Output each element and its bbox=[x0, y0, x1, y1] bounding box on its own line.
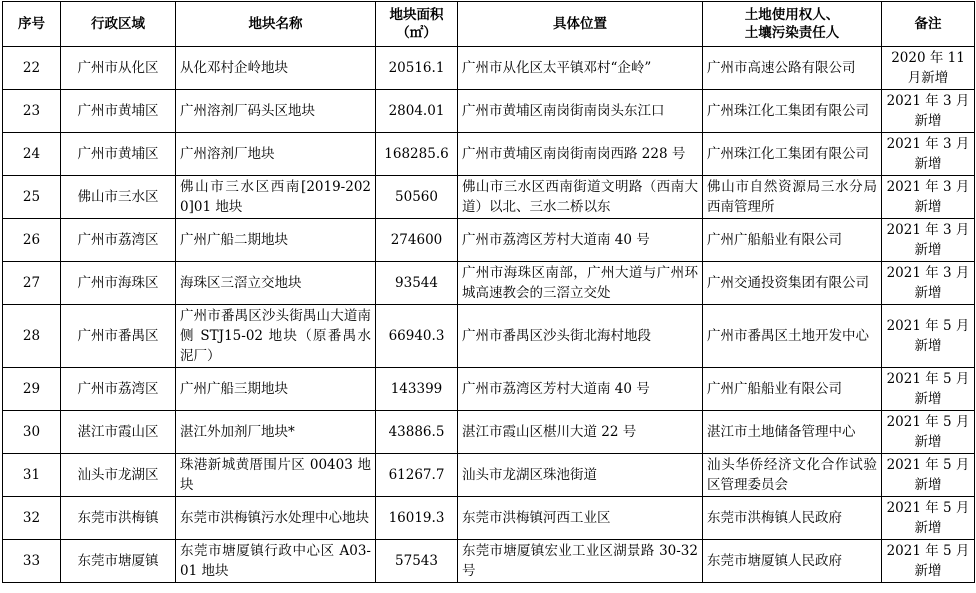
cell-owner: 东莞市洪梅镇人民政府 bbox=[703, 497, 882, 540]
cell-owner: 广州广船船业有限公司 bbox=[703, 368, 882, 411]
cell-remark: 2021 年 5 月新增 bbox=[882, 540, 975, 583]
table-row bbox=[3, 219, 975, 262]
table-row bbox=[3, 176, 975, 219]
header-row bbox=[3, 2, 975, 47]
cell-owner: 汕头华侨经济文化合作试验区管理委员会 bbox=[703, 454, 882, 497]
cell-location: 湛江市霞山区椹川大道 22 号 bbox=[458, 411, 703, 454]
table-row bbox=[3, 454, 975, 497]
cell-owner: 广州广船船业有限公司 bbox=[703, 219, 882, 262]
cell-location: 东莞市塘厦镇宏业工业区湖景路 30-32 号 bbox=[458, 540, 703, 583]
table-row bbox=[3, 368, 975, 411]
header-owner bbox=[703, 2, 882, 47]
table-row bbox=[3, 497, 975, 540]
cell-location: 广州市荔湾区芳村大道南 40 号 bbox=[458, 219, 703, 262]
cell-index: 30 bbox=[3, 411, 61, 454]
cell-district: 广州市番禺区 bbox=[61, 305, 176, 368]
cell-location: 广州市海珠区南部，广州大道与广州环城高速教会的三滘立交处 bbox=[458, 262, 703, 305]
cell-remark: 2021 年 3 月新增 bbox=[882, 219, 975, 262]
table-row bbox=[3, 90, 975, 133]
cell-location: 广州市从化区太平镇邓村“企岭” bbox=[458, 47, 703, 90]
cell-index: 23 bbox=[3, 90, 61, 133]
cell-remark: 2021 年 5 月新增 bbox=[882, 411, 975, 454]
cell-area: 168285.6 bbox=[376, 133, 458, 176]
cell-district: 汕头市龙湖区 bbox=[61, 454, 176, 497]
cell-location: 佛山市三水区西南街道文明路（西南大道）以北、三水二桥以东 bbox=[458, 176, 703, 219]
header-owner-line2: 土壤污染责任人 bbox=[744, 25, 840, 41]
table-row bbox=[3, 540, 975, 583]
cell-remark: 2020 年 11 月新增 bbox=[882, 47, 975, 90]
cell-district: 东莞市塘厦镇 bbox=[61, 540, 176, 583]
cell-index: 26 bbox=[3, 219, 61, 262]
cell-remark: 2021 年 5 月新增 bbox=[882, 368, 975, 411]
cell-district: 广州市荔湾区 bbox=[61, 219, 176, 262]
cell-district: 广州市荔湾区 bbox=[61, 368, 176, 411]
cell-plot-name: 广州广船二期地块 bbox=[176, 219, 376, 262]
cell-plot-name: 东莞市塘厦镇行政中心区 A03-01 地块 bbox=[176, 540, 376, 583]
cell-area: 43886.5 bbox=[376, 411, 458, 454]
cell-plot-name: 从化邓村企岭地块 bbox=[176, 47, 376, 90]
cell-remark: 2021 年 5 月新增 bbox=[882, 497, 975, 540]
cell-owner: 广州市高速公路有限公司 bbox=[703, 47, 882, 90]
cell-district: 广州市黄埔区 bbox=[61, 90, 176, 133]
cell-owner: 湛江市土地储备管理中心 bbox=[703, 411, 882, 454]
cell-plot-name: 海珠区三滘立交地块 bbox=[176, 262, 376, 305]
cell-area: 93544 bbox=[376, 262, 458, 305]
cell-area: 57543 bbox=[376, 540, 458, 583]
cell-plot-name: 佛山市三水区西南[2019-2020]01 地块 bbox=[176, 176, 376, 219]
cell-area: 274600 bbox=[376, 219, 458, 262]
cell-location: 汕头市龙湖区珠池街道 bbox=[458, 454, 703, 497]
table-row bbox=[3, 411, 975, 454]
cell-index: 28 bbox=[3, 305, 61, 368]
cell-district: 广州市从化区 bbox=[61, 47, 176, 90]
cell-district: 佛山市三水区 bbox=[61, 176, 176, 219]
table-row bbox=[3, 305, 975, 368]
cell-remark: 2021 年 3 月新增 bbox=[882, 262, 975, 305]
cell-district: 广州市海珠区 bbox=[61, 262, 176, 305]
cell-area: 143399 bbox=[376, 368, 458, 411]
cell-remark: 2021 年 5 月新增 bbox=[882, 305, 975, 368]
cell-remark: 2021 年 5 月新增 bbox=[882, 454, 975, 497]
cell-area: 2804.01 bbox=[376, 90, 458, 133]
cell-plot-name: 广州溶剂厂地块 bbox=[176, 133, 376, 176]
cell-owner: 东莞市塘厦镇人民政府 bbox=[703, 540, 882, 583]
cell-remark: 2021 年 3 月新增 bbox=[882, 176, 975, 219]
cell-index: 32 bbox=[3, 497, 61, 540]
cell-location: 广州市荔湾区芳村大道南 40 号 bbox=[458, 368, 703, 411]
cell-district: 东莞市洪梅镇 bbox=[61, 497, 176, 540]
cell-remark: 2021 年 3 月新增 bbox=[882, 90, 975, 133]
cell-index: 33 bbox=[3, 540, 61, 583]
cell-owner: 广州交通投资集团有限公司 bbox=[703, 262, 882, 305]
cell-area: 66940.3 bbox=[376, 305, 458, 368]
cell-owner: 广州市番禺区土地开发中心 bbox=[703, 305, 882, 368]
cell-location: 东莞市洪梅镇河西工业区 bbox=[458, 497, 703, 540]
cell-location: 广州市番禺区沙头街北海村地段 bbox=[458, 305, 703, 368]
cell-plot-name: 广州广船三期地块 bbox=[176, 368, 376, 411]
header-remark: 备注 bbox=[882, 2, 975, 47]
table-row bbox=[3, 262, 975, 305]
cell-plot-name: 广州溶剂厂码头区地块 bbox=[176, 90, 376, 133]
cell-location: 广州市黄埔区南岗街南岗头东江口 bbox=[458, 90, 703, 133]
cell-index: 31 bbox=[3, 454, 61, 497]
cell-owner: 广州珠江化工集团有限公司 bbox=[703, 90, 882, 133]
cell-index: 22 bbox=[3, 47, 61, 90]
cell-area: 50560 bbox=[376, 176, 458, 219]
cell-plot-name: 珠港新城黄厝围片区 00403 地块 bbox=[176, 454, 376, 497]
cell-remark: 2021 年 3 月新增 bbox=[882, 133, 975, 176]
cell-plot-name: 湛江外加剂厂地块* bbox=[176, 411, 376, 454]
header-area bbox=[376, 2, 458, 47]
cell-index: 27 bbox=[3, 262, 61, 305]
contaminated-plots-table bbox=[2, 1, 975, 583]
cell-index: 25 bbox=[3, 176, 61, 219]
cell-plot-name: 广州市番禺区沙头街禺山大道南侧 STJ15-02 地块（原番禺水泥厂） bbox=[176, 305, 376, 368]
cell-location: 广州市黄埔区南岗街南岗西路 228 号 bbox=[458, 133, 703, 176]
cell-plot-name: 东莞市洪梅镇污水处理中心地块 bbox=[176, 497, 376, 540]
cell-area: 20516.1 bbox=[376, 47, 458, 90]
header-index: 序号 bbox=[3, 2, 61, 47]
header-plot-name: 地块名称 bbox=[176, 2, 376, 47]
cell-area: 16019.3 bbox=[376, 497, 458, 540]
cell-owner: 广州珠江化工集团有限公司 bbox=[703, 133, 882, 176]
cell-index: 29 bbox=[3, 368, 61, 411]
cell-owner: 佛山市自然资源局三水分局西南管理所 bbox=[703, 176, 882, 219]
cell-area: 61267.7 bbox=[376, 454, 458, 497]
header-area-line1: 地块面积 bbox=[389, 7, 444, 23]
header-district: 行政区域 bbox=[61, 2, 176, 47]
cell-district: 广州市黄埔区 bbox=[61, 133, 176, 176]
cell-district: 湛江市霞山区 bbox=[61, 411, 176, 454]
table-row bbox=[3, 47, 975, 90]
header-owner-line1: 土地使用权人、 bbox=[744, 7, 840, 23]
table-row bbox=[3, 133, 975, 176]
cell-index: 24 bbox=[3, 133, 61, 176]
header-area-line2: （㎡） bbox=[396, 25, 437, 41]
header-location: 具体位置 bbox=[458, 2, 703, 47]
